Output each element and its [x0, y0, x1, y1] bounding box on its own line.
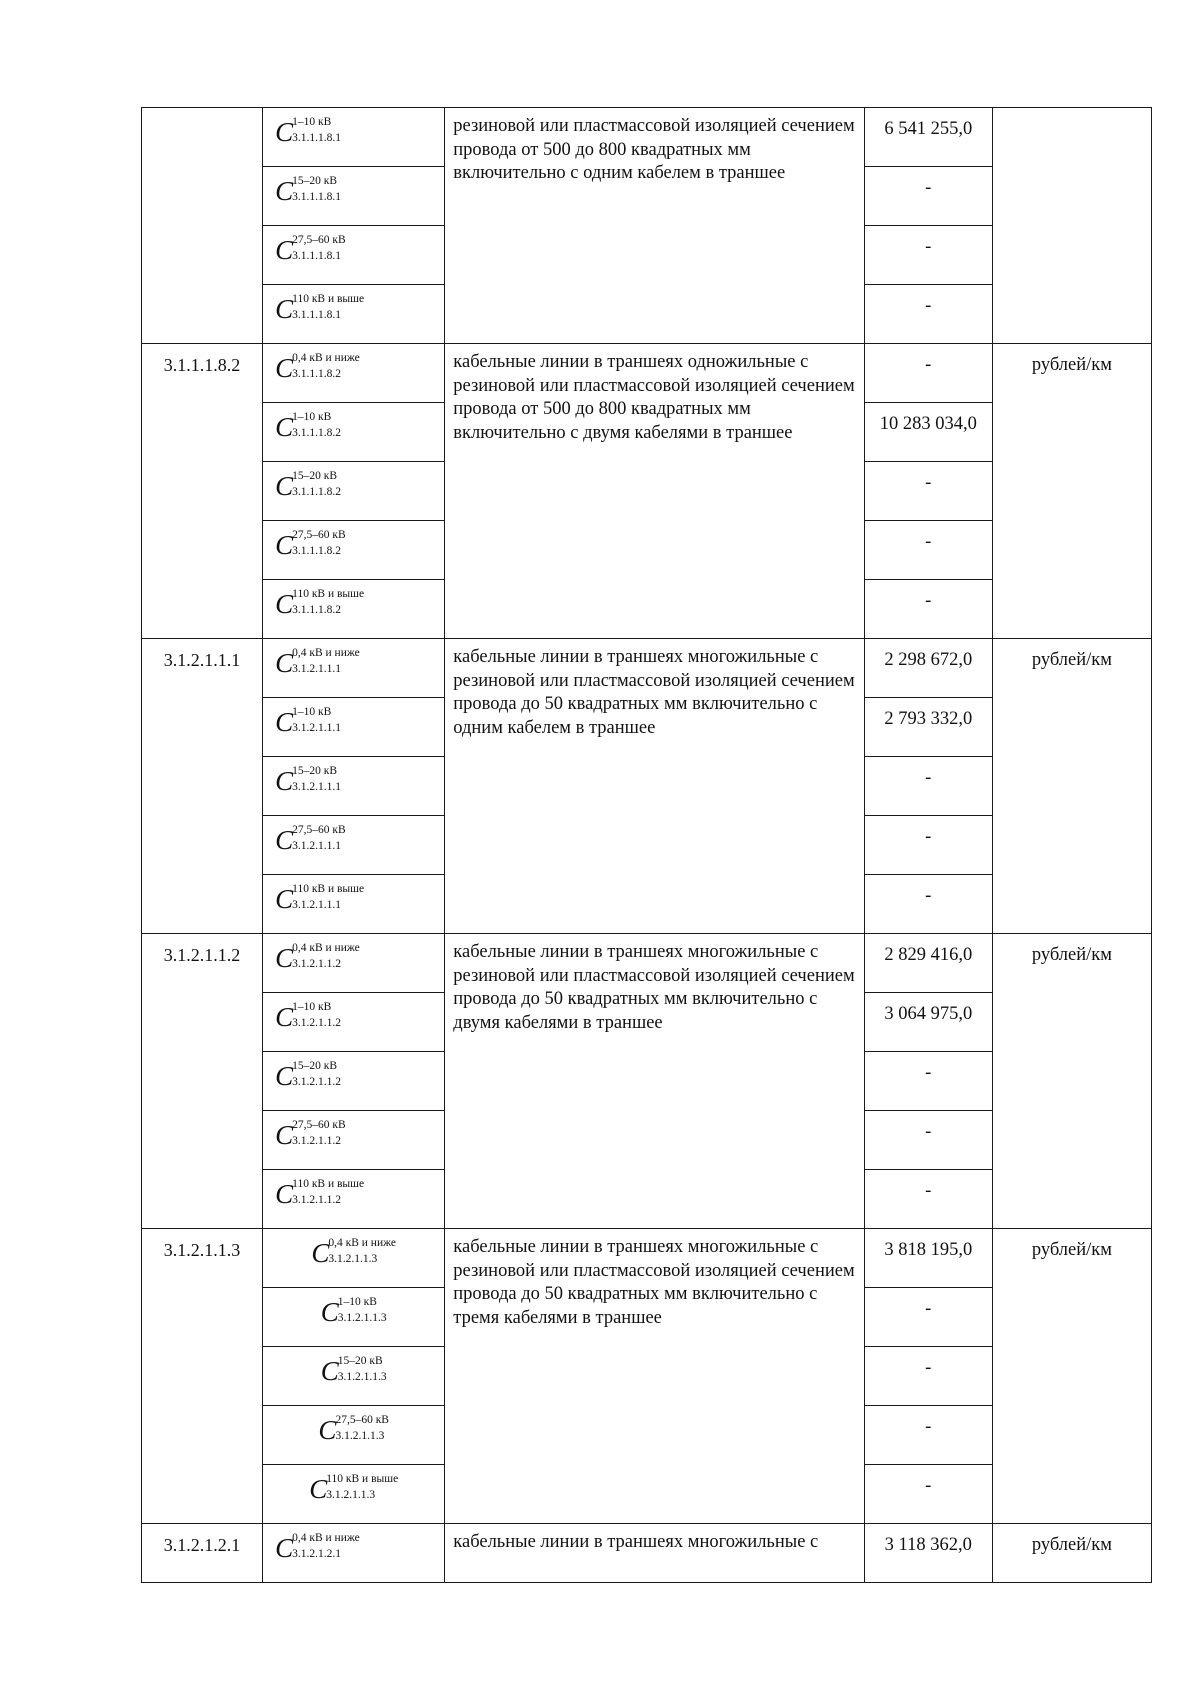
rate-symbol-letter: C: [318, 1415, 337, 1445]
rate-symbol: [263, 1354, 444, 1388]
rate-value-cell: -: [864, 1170, 992, 1229]
code-subscript: 3.1.1.1.8.2: [292, 545, 341, 557]
rate-symbol: [275, 823, 346, 857]
item-code-cell: [142, 108, 263, 344]
rate-symbol-cell: [263, 1465, 445, 1524]
rate-symbol-cell: [263, 698, 445, 757]
unit-cell: рублей/км: [992, 934, 1151, 1229]
voltage-superscript: 110 кВ и выше: [292, 293, 365, 305]
rate-symbol-cell: [263, 344, 445, 403]
rate-symbol-cell: [263, 1406, 445, 1465]
code-subscript: 3.1.2.1.2.1: [292, 1548, 341, 1560]
rate-symbol-index: [292, 1531, 360, 1561]
rate-symbol-letter: C: [311, 1238, 330, 1268]
voltage-superscript: 27,5–60 кВ: [292, 529, 346, 541]
rate-symbol-cell: [263, 1229, 445, 1288]
code-subscript: 3.1.1.1.8.1: [292, 132, 341, 144]
rate-symbol: [275, 292, 364, 326]
rate-symbol-letter: C: [275, 176, 294, 206]
rate-symbol-index: [292, 587, 364, 617]
rate-symbol-letter: C: [275, 648, 294, 678]
rate-symbol-cell: [263, 521, 445, 580]
rate-symbol-letter: C: [275, 235, 294, 265]
code-subscript: 3.1.2.1.1.1: [292, 840, 341, 852]
code-subscript: 3.1.2.1.1.1: [292, 899, 341, 911]
code-subscript: 3.1.2.1.1.2: [292, 1017, 341, 1029]
description-cell: кабельные линии в траншеях многожильные с: [445, 1524, 864, 1583]
rate-symbol-letter: C: [275, 117, 294, 147]
rate-symbol-letter: C: [275, 766, 294, 796]
rate-symbol: [275, 115, 341, 149]
rate-value-cell: -: [864, 1288, 992, 1347]
voltage-superscript: 1–10 кВ: [292, 411, 332, 423]
unit-cell: рублей/км: [992, 1524, 1151, 1583]
code-subscript: 3.1.2.1.1.3: [337, 1371, 387, 1383]
rate-symbol-index: [292, 410, 341, 440]
rate-value-cell: 10 283 034,0: [864, 403, 992, 462]
rate-symbol-cell: [263, 285, 445, 344]
voltage-superscript: 0,4 кВ и ниже: [292, 1532, 360, 1544]
rate-symbol: [275, 646, 360, 680]
rate-symbol: [275, 528, 346, 562]
rate-value-cell: -: [864, 226, 992, 285]
rate-value-cell: -: [864, 1465, 992, 1524]
rate-symbol: [263, 1472, 444, 1506]
code-subscript: 3.1.1.1.8.2: [292, 368, 341, 380]
code-subscript: 3.1.2.1.1.3: [326, 1489, 376, 1501]
rate-symbol-cell: [263, 108, 445, 167]
code-subscript: 3.1.2.1.1.3: [328, 1253, 378, 1265]
rate-symbol: [275, 351, 360, 385]
voltage-superscript: 0,4 кВ и ниже: [328, 1237, 397, 1249]
rate-symbol-index: [292, 351, 360, 381]
code-subscript: 3.1.2.1.1.3: [337, 1312, 387, 1324]
rate-symbol-cell: [263, 639, 445, 698]
rate-symbol-index: [292, 646, 360, 676]
description-cell: кабельные линии в траншеях многожильные с резиновой или пластмассовой изоляцией сечением провода до 50 квадратных мм включительно с тремя кабелями в траншее: [445, 1229, 864, 1524]
rate-value-cell: -: [864, 167, 992, 226]
unit-cell: рублей/км: [992, 1229, 1151, 1524]
voltage-superscript: 0,4 кВ и ниже: [292, 647, 360, 659]
rate-symbol-index: [292, 705, 341, 735]
rate-value-cell: -: [864, 757, 992, 816]
rate-symbol-cell: [263, 226, 445, 285]
rate-value-cell: 2 298 672,0: [864, 639, 992, 698]
voltage-superscript: 110 кВ и выше: [292, 1178, 365, 1190]
rate-symbol-letter: C: [275, 1533, 294, 1563]
rate-symbol-index: [335, 1413, 389, 1443]
voltage-superscript: 27,5–60 кВ: [292, 1119, 346, 1131]
rate-value-cell: -: [864, 1406, 992, 1465]
voltage-superscript: 110 кВ и выше: [292, 883, 365, 895]
rate-symbol-index: [326, 1472, 398, 1502]
code-subscript: 3.1.2.1.1.2: [292, 1135, 341, 1147]
code-subscript: 3.1.2.1.1.2: [292, 1194, 341, 1206]
rate-symbol-cell: [263, 757, 445, 816]
item-code-cell: 3.1.2.1.1.1: [142, 639, 263, 934]
rate-symbol-index: [292, 292, 364, 322]
rate-symbol-letter: C: [275, 589, 294, 619]
voltage-superscript: 110 кВ и выше: [292, 588, 365, 600]
code-subscript: 3.1.2.1.1.1: [292, 722, 341, 734]
rate-symbol: [263, 1236, 444, 1270]
voltage-superscript: 27,5–60 кВ: [292, 824, 346, 836]
rate-symbol-cell: [263, 1347, 445, 1406]
rate-symbol-index: [292, 882, 364, 912]
item-code-cell: 3.1.1.1.8.2: [142, 344, 263, 639]
rate-symbol: [275, 1059, 341, 1093]
rate-symbol-index: [328, 1236, 396, 1266]
code-subscript: 3.1.1.1.8.2: [292, 427, 341, 439]
code-subscript: 3.1.2.1.1.3: [335, 1430, 385, 1442]
rate-symbol-index: [292, 115, 341, 145]
table-row: [142, 1229, 1152, 1288]
rate-symbol-letter: C: [275, 943, 294, 973]
voltage-superscript: 27,5–60 кВ: [292, 234, 346, 246]
code-subscript: 3.1.1.1.8.2: [292, 486, 341, 498]
rate-symbol-letter: C: [275, 471, 294, 501]
rate-symbol: [263, 1413, 444, 1447]
rate-symbol-letter: C: [275, 1002, 294, 1032]
description-cell: кабельные линии в траншеях многожильные с резиновой или пластмассовой изоляцией сечением провода до 50 квадратных мм включительно с одним кабелем в траншее: [445, 639, 864, 934]
rate-value-cell: 3 064 975,0: [864, 993, 992, 1052]
rate-value-cell: 2 793 332,0: [864, 698, 992, 757]
code-subscript: 3.1.2.1.1.1: [292, 781, 341, 793]
rate-symbol-cell: [263, 1052, 445, 1111]
rates-table: [141, 107, 1152, 1583]
rate-symbol: [275, 469, 341, 503]
rate-symbol-index: [292, 1177, 364, 1207]
voltage-superscript: 1–10 кВ: [292, 706, 332, 718]
code-subscript: 3.1.2.1.1.2: [292, 1076, 341, 1088]
rate-symbol-cell: [263, 993, 445, 1052]
rate-value-cell: -: [864, 285, 992, 344]
rate-symbol-cell: [263, 462, 445, 521]
table-row: [142, 934, 1152, 993]
rate-value-cell: -: [864, 1052, 992, 1111]
rate-value-cell: -: [864, 521, 992, 580]
rate-value-cell: 2 829 416,0: [864, 934, 992, 993]
rate-symbol-letter: C: [320, 1356, 339, 1386]
rate-symbol-index: [292, 233, 346, 263]
rate-symbol: [275, 705, 341, 739]
code-subscript: 3.1.2.1.1.1: [292, 663, 341, 675]
voltage-superscript: 15–20 кВ: [292, 175, 338, 187]
table-row: [142, 639, 1152, 698]
rate-symbol-cell: [263, 1288, 445, 1347]
rate-value-cell: -: [864, 462, 992, 521]
rate-symbol-cell: [263, 1170, 445, 1229]
unit-cell: рублей/км: [992, 639, 1151, 934]
code-subscript: 3.1.1.1.8.1: [292, 309, 341, 321]
item-code-cell: 3.1.2.1.1.2: [142, 934, 263, 1229]
unit-cell: [992, 108, 1151, 344]
rate-symbol: [275, 941, 360, 975]
rate-symbol-cell: [263, 403, 445, 462]
rate-symbol: [275, 174, 341, 208]
rate-symbol: [275, 1000, 341, 1034]
rate-symbol-index: [292, 1118, 346, 1148]
rate-symbol-cell: [263, 875, 445, 934]
rate-symbol: [275, 233, 346, 267]
rate-symbol: [263, 1295, 444, 1329]
rate-value-cell: 3 818 195,0: [864, 1229, 992, 1288]
voltage-superscript: 15–20 кВ: [292, 1060, 338, 1072]
code-subscript: 3.1.1.1.8.1: [292, 191, 341, 203]
rate-symbol-letter: C: [320, 1297, 339, 1327]
voltage-superscript: 15–20 кВ: [337, 1355, 383, 1367]
rate-symbol-cell: [263, 167, 445, 226]
description-cell: кабельные линии в траншеях одножильные с резиновой или пластмассовой изоляцией сечением провода от 500 до 800 квадратных мм включительно с двумя кабелями в траншее: [445, 344, 864, 639]
voltage-superscript: 0,4 кВ и ниже: [292, 352, 360, 364]
rate-value-cell: 6 541 255,0: [864, 108, 992, 167]
voltage-superscript: 1–10 кВ: [337, 1296, 377, 1308]
table-row: [142, 344, 1152, 403]
rate-symbol-cell: [263, 1524, 445, 1583]
code-subscript: 3.1.1.1.8.1: [292, 250, 341, 262]
rate-symbol-letter: C: [275, 884, 294, 914]
voltage-superscript: 1–10 кВ: [292, 116, 332, 128]
rate-symbol-index: [338, 1354, 387, 1384]
description-cell: резиновой или пластмассовой изоляцией сечением провода от 500 до 800 квадратных мм включительно с одним кабелем в траншее: [445, 108, 864, 344]
rate-value-cell: -: [864, 1111, 992, 1170]
rate-value-cell: -: [864, 875, 992, 934]
rate-symbol-index: [292, 764, 341, 794]
rates-table-body: [142, 108, 1152, 1583]
rate-symbol-letter: C: [275, 1179, 294, 1209]
rate-symbol-letter: C: [275, 707, 294, 737]
voltage-superscript: 15–20 кВ: [292, 470, 338, 482]
unit-cell: рублей/км: [992, 344, 1151, 639]
voltage-superscript: 110 кВ и выше: [326, 1473, 399, 1485]
rate-symbol-letter: C: [309, 1474, 328, 1504]
rate-symbol: [275, 764, 341, 798]
code-subscript: 3.1.2.1.1.2: [292, 958, 341, 970]
rate-symbol-index: [292, 469, 341, 499]
voltage-superscript: 15–20 кВ: [292, 765, 338, 777]
rate-symbol-letter: C: [275, 1120, 294, 1150]
rate-value-cell: 3 118 362,0: [864, 1524, 992, 1583]
rate-symbol-index: [292, 1000, 341, 1030]
code-subscript: 3.1.1.1.8.2: [292, 604, 341, 616]
rate-value-cell: -: [864, 1347, 992, 1406]
item-code-cell: 3.1.2.1.1.3: [142, 1229, 263, 1524]
rate-symbol: [275, 587, 364, 621]
rate-symbol-index: [292, 1059, 341, 1089]
rate-symbol-letter: C: [275, 530, 294, 560]
rate-symbol: [275, 1531, 360, 1565]
rate-value-cell: -: [864, 580, 992, 639]
voltage-superscript: 0,4 кВ и ниже: [292, 942, 360, 954]
rate-symbol: [275, 1177, 364, 1211]
rate-symbol-letter: C: [275, 412, 294, 442]
voltage-superscript: 1–10 кВ: [292, 1001, 332, 1013]
rate-symbol-cell: [263, 1111, 445, 1170]
rate-value-cell: -: [864, 816, 992, 875]
table-row: [142, 1524, 1152, 1583]
rate-value-cell: -: [864, 344, 992, 403]
item-code-cell: 3.1.2.1.2.1: [142, 1524, 263, 1583]
rate-symbol-index: [292, 528, 346, 558]
rate-symbol-letter: C: [275, 1061, 294, 1091]
rate-symbol-letter: C: [275, 294, 294, 324]
rate-symbol: [275, 1118, 346, 1152]
rate-symbol-cell: [263, 934, 445, 993]
rate-symbol-index: [338, 1295, 387, 1325]
rate-symbol-cell: [263, 580, 445, 639]
rate-symbol: [275, 410, 341, 444]
rate-symbol-index: [292, 174, 341, 204]
description-cell: кабельные линии в траншеях многожильные с резиновой или пластмассовой изоляцией сечением провода до 50 квадратных мм включительно с двумя кабелями в траншее: [445, 934, 864, 1229]
table-row: [142, 108, 1152, 167]
rate-symbol: [275, 882, 364, 916]
rate-symbol-letter: C: [275, 353, 294, 383]
rate-symbol-index: [292, 941, 360, 971]
rate-symbol-index: [292, 823, 346, 853]
rate-symbol-letter: C: [275, 825, 294, 855]
rate-symbol-cell: [263, 816, 445, 875]
voltage-superscript: 27,5–60 кВ: [335, 1414, 389, 1426]
